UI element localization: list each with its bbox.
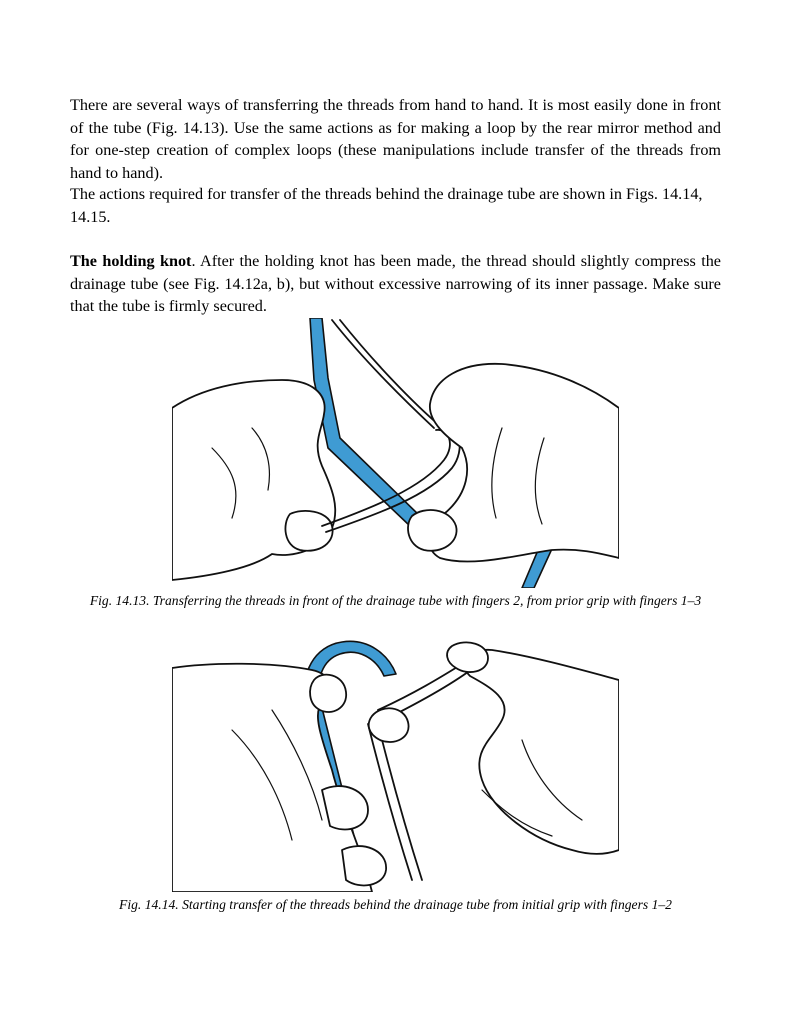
right-thumb	[408, 510, 457, 551]
figure-14-14-illustration	[172, 640, 619, 892]
right-hand	[465, 650, 619, 854]
right-fingertip	[447, 642, 488, 672]
hands-transfer-front-drawing	[172, 318, 619, 588]
left-finger	[322, 786, 368, 829]
hands-transfer-behind-drawing	[172, 640, 619, 892]
figure-14-14-caption: Fig. 14.14. Starting transfer of the threads behind the drainage tube from initial grip with fingers 1–2	[119, 897, 672, 912]
paragraph-holding-knot	[70, 250, 721, 318]
figure-14-13-illustration	[172, 318, 619, 588]
right-hand	[430, 364, 619, 562]
paragraph-transfer-behind: The actions required for transfer of the threads behind the drainage tube are shown in Figs. 14.14, 14.15.	[70, 185, 703, 226]
holding-knot-text: . After the holding knot has been made, the thread should slightly compress the drainage tube (see Fig. 14.12a, b), but without excessive narrowing of its inner passage. Make sure that the tube is firmly secured.	[70, 252, 721, 315]
figure-14-13-caption: Fig. 14.13. Transferring the threads in front of the drainage tube with fingers 2, from prior grip with fingers 1–3	[89, 593, 702, 608]
left-thumb	[310, 675, 346, 712]
right-thumb	[369, 708, 409, 742]
left-finger-lower	[342, 846, 386, 885]
holding-knot-heading: The holding knot	[70, 252, 192, 270]
left-thumb	[285, 511, 332, 551]
paragraph-transfer-intro: There are several ways of transferring the threads from hand to hand. It is most easily done in front of the tube (Fig. 14.13). Use the same actions as for making a loop by the rear mirror method and for one-step creation of complex loops (these manipulations include transfer of the threads from hand to hand).	[70, 96, 721, 182]
